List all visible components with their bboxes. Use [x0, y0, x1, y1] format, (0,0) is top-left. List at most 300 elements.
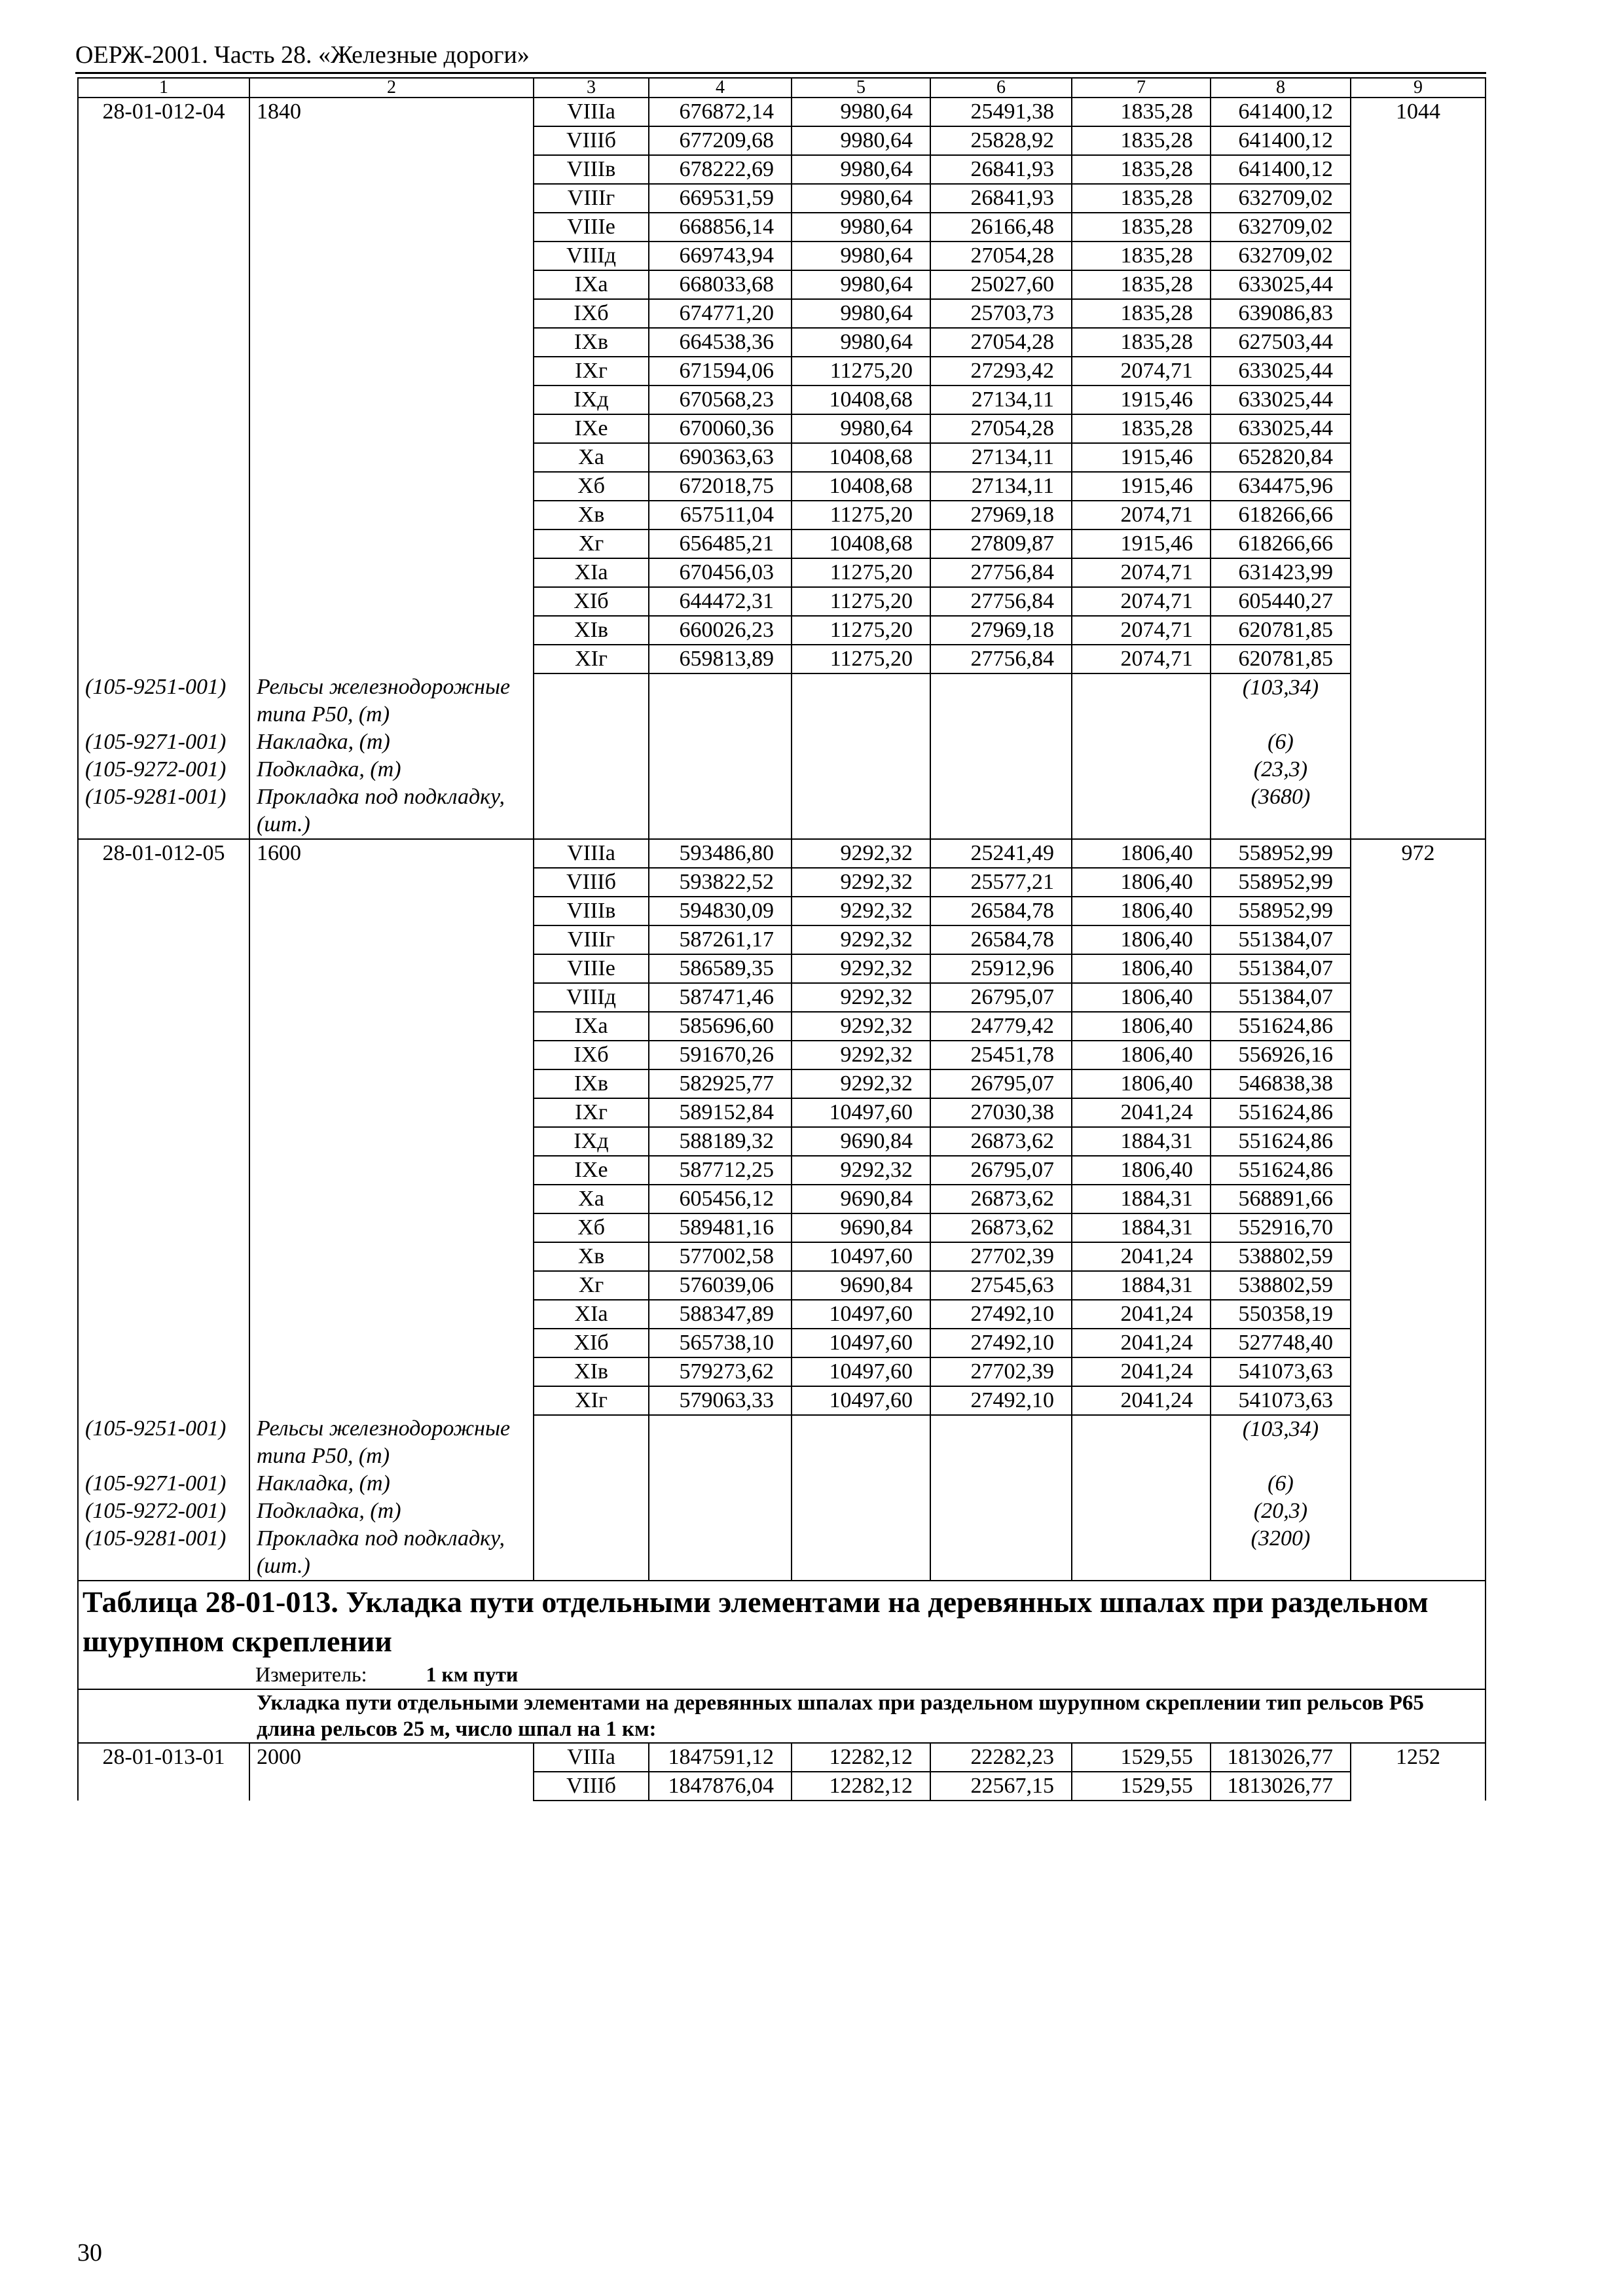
region-class: VIIIа	[534, 1743, 649, 1772]
cost-value: 582925,77	[649, 1069, 792, 1098]
column-number: 8	[1211, 78, 1351, 98]
cost-value: 1884,31	[1072, 1271, 1211, 1300]
cost-value: 9980,64	[792, 242, 930, 270]
cost-value: 568891,66	[1211, 1185, 1351, 1213]
cost-value: 627503,44	[1211, 328, 1351, 357]
cost-value: 641400,12	[1211, 126, 1351, 155]
cost-value: 1835,28	[1072, 126, 1211, 155]
cost-value: 587712,25	[649, 1156, 792, 1185]
empty-cell	[792, 756, 930, 783]
cost-value: 26873,62	[930, 1213, 1072, 1242]
cost-value: 1835,28	[1072, 155, 1211, 184]
cost-value: 27492,10	[930, 1329, 1072, 1357]
region-class: Xв	[534, 1242, 649, 1271]
column-number: 5	[792, 78, 930, 98]
cost-value: 1915,46	[1072, 443, 1211, 472]
cost-value: 1835,28	[1072, 98, 1211, 126]
column-number: 4	[649, 78, 792, 98]
material-row	[78, 756, 1486, 783]
material-name: Подкладка, (т)	[249, 756, 534, 783]
cost-value: 538802,59	[1211, 1271, 1351, 1300]
header-rule	[75, 72, 1486, 74]
rates-table	[77, 77, 1486, 1801]
cost-value: 9292,32	[792, 1156, 930, 1185]
cost-value: 9980,64	[792, 414, 930, 443]
cost-value: 25241,49	[930, 839, 1072, 868]
cost-value: 558952,99	[1211, 868, 1351, 897]
cost-value: 27756,84	[930, 558, 1072, 587]
cost-value: 10497,60	[792, 1300, 930, 1329]
region-class: VIIIе	[534, 954, 649, 983]
region-class: IXб	[534, 1041, 649, 1069]
cost-value: 1884,31	[1072, 1127, 1211, 1156]
cost-value: 9292,32	[792, 1041, 930, 1069]
cost-value: 1835,28	[1072, 328, 1211, 357]
empty-cell	[1072, 783, 1211, 839]
material-name: Подкладка, (т)	[249, 1498, 534, 1525]
region-class: Xб	[534, 1213, 649, 1242]
material-name: Рельсы железнодорожные типа Р50, (т)	[249, 1415, 534, 1470]
cost-value: 618266,66	[1211, 529, 1351, 558]
empty-cell	[534, 1470, 649, 1498]
empty-cell	[1072, 1470, 1211, 1498]
cost-value: 579273,62	[649, 1357, 792, 1386]
material-row	[78, 1525, 1486, 1581]
cost-value: 668856,14	[649, 213, 792, 242]
region-class: VIIIе	[534, 213, 649, 242]
cost-value: 552916,70	[1211, 1213, 1351, 1242]
cost-value: 678222,69	[649, 155, 792, 184]
cost-value: 1806,40	[1072, 1069, 1211, 1098]
region-class: VIIIб	[534, 126, 649, 155]
cost-value: 1847876,04	[649, 1772, 792, 1801]
column-number-row	[78, 78, 1486, 98]
cost-value: 22282,23	[930, 1743, 1072, 1772]
cost-value: 668033,68	[649, 270, 792, 299]
cost-value: 620781,85	[1211, 645, 1351, 673]
cost-value: 27134,11	[930, 472, 1072, 501]
cost-value: 2074,71	[1072, 357, 1211, 386]
cost-value: 2074,71	[1072, 616, 1211, 645]
cost-value: 2041,24	[1072, 1357, 1211, 1386]
cost-value: 26584,78	[930, 897, 1072, 925]
labor-value: 1044	[1351, 98, 1486, 839]
material-quantity: (20,3)	[1211, 1498, 1351, 1525]
cost-value: 551384,07	[1211, 925, 1351, 954]
region-class: IXа	[534, 270, 649, 299]
cost-value: 1806,40	[1072, 925, 1211, 954]
cost-value: 593486,80	[649, 839, 792, 868]
section-heading-row	[78, 1689, 1486, 1743]
cost-value: 26841,93	[930, 155, 1072, 184]
cost-value: 551384,07	[1211, 983, 1351, 1012]
table-row	[78, 839, 1486, 868]
material-code: (105-9272-001)	[78, 756, 249, 783]
cost-value: 9292,32	[792, 925, 930, 954]
empty-cell	[534, 728, 649, 756]
material-quantity: (6)	[1211, 728, 1351, 756]
cost-value: 27756,84	[930, 645, 1072, 673]
material-quantity: (6)	[1211, 1470, 1351, 1498]
empty-cell	[649, 1415, 792, 1470]
cost-value: 27809,87	[930, 529, 1072, 558]
cost-value: 25577,21	[930, 868, 1072, 897]
cost-value: 669743,94	[649, 242, 792, 270]
cost-value: 1529,55	[1072, 1772, 1211, 1801]
cost-value: 618266,66	[1211, 501, 1351, 529]
cost-value: 27054,28	[930, 242, 1072, 270]
cost-value: 10497,60	[792, 1242, 930, 1271]
cost-value: 25027,60	[930, 270, 1072, 299]
empty-cell	[534, 673, 649, 728]
labor-value: 972	[1351, 839, 1486, 1581]
cost-value: 10408,68	[792, 529, 930, 558]
cost-value: 674771,20	[649, 299, 792, 328]
cost-value: 2041,24	[1072, 1386, 1211, 1415]
cost-value: 657511,04	[649, 501, 792, 529]
empty-cell	[792, 1498, 930, 1525]
region-class: Xб	[534, 472, 649, 501]
empty-cell	[792, 1470, 930, 1498]
cost-value: 26166,48	[930, 213, 1072, 242]
labor-value: 1252	[1351, 1743, 1486, 1801]
material-row	[78, 1470, 1486, 1498]
cost-value: 27054,28	[930, 414, 1072, 443]
cost-value: 12282,12	[792, 1743, 930, 1772]
cost-value: 670456,03	[649, 558, 792, 587]
rate-code: 28-01-012-04	[78, 98, 249, 673]
empty-cell	[930, 756, 1072, 783]
cost-value: 24779,42	[930, 1012, 1072, 1041]
material-name: Накладка, (т)	[249, 728, 534, 756]
region-class: Xв	[534, 501, 649, 529]
cost-value: 551624,86	[1211, 1156, 1351, 1185]
cost-value: 26873,62	[930, 1127, 1072, 1156]
cost-value: 1884,31	[1072, 1213, 1211, 1242]
cost-value: 605456,12	[649, 1185, 792, 1213]
cost-value: 1806,40	[1072, 897, 1211, 925]
cost-value: 10497,60	[792, 1386, 930, 1415]
cost-value: 576039,06	[649, 1271, 792, 1300]
material-code: (105-9271-001)	[78, 728, 249, 756]
cost-value: 9980,64	[792, 299, 930, 328]
cost-value: 26795,07	[930, 1069, 1072, 1098]
cost-value: 9980,64	[792, 184, 930, 213]
cost-value: 593822,52	[649, 868, 792, 897]
cost-value: 27492,10	[930, 1386, 1072, 1415]
column-number: 1	[78, 78, 249, 98]
region-class: IXв	[534, 1069, 649, 1098]
cost-value: 1806,40	[1072, 868, 1211, 897]
material-quantity: (23,3)	[1211, 756, 1351, 783]
cost-value: 11275,20	[792, 587, 930, 616]
cost-value: 26795,07	[930, 1156, 1072, 1185]
empty-cell	[1072, 756, 1211, 783]
material-row	[78, 1415, 1486, 1470]
cost-value: 588189,32	[649, 1127, 792, 1156]
cost-value: 1806,40	[1072, 1012, 1211, 1041]
cost-value: 1835,28	[1072, 299, 1211, 328]
empty-cell	[649, 673, 792, 728]
cost-value: 589152,84	[649, 1098, 792, 1127]
cost-value: 587261,17	[649, 925, 792, 954]
cost-value: 620781,85	[1211, 616, 1351, 645]
cost-value: 565738,10	[649, 1329, 792, 1357]
material-quantity: (3200)	[1211, 1525, 1351, 1581]
cost-value: 664538,36	[649, 328, 792, 357]
cost-value: 670568,23	[649, 386, 792, 414]
cost-value: 11275,20	[792, 616, 930, 645]
cost-value: 27134,11	[930, 386, 1072, 414]
empty-cell	[1072, 1415, 1211, 1470]
cost-value: 541073,63	[1211, 1357, 1351, 1386]
cost-value: 652820,84	[1211, 443, 1351, 472]
cost-value: 644472,31	[649, 587, 792, 616]
cost-value: 2074,71	[1072, 587, 1211, 616]
material-quantity: (103,34)	[1211, 1415, 1351, 1470]
cost-value: 631423,99	[1211, 558, 1351, 587]
cost-value: 586589,35	[649, 954, 792, 983]
column-number: 6	[930, 78, 1072, 98]
table-row	[78, 1743, 1486, 1772]
cost-value: 27492,10	[930, 1300, 1072, 1329]
region-class: VIIIв	[534, 155, 649, 184]
cost-value: 1915,46	[1072, 472, 1211, 501]
cost-value: 670060,36	[649, 414, 792, 443]
cost-value: 577002,58	[649, 1242, 792, 1271]
cost-value: 27969,18	[930, 616, 1072, 645]
cost-value: 551624,86	[1211, 1012, 1351, 1041]
region-class: VIIIг	[534, 184, 649, 213]
sleeper-count: 1840	[249, 98, 534, 673]
material-quantity: (103,34)	[1211, 673, 1351, 728]
cost-value: 632709,02	[1211, 242, 1351, 270]
empty-cell	[649, 756, 792, 783]
cost-value: 2074,71	[1072, 558, 1211, 587]
cost-value: 541073,63	[1211, 1386, 1351, 1415]
region-class: XIа	[534, 558, 649, 587]
empty-cell	[1072, 673, 1211, 728]
cost-value: 9980,64	[792, 155, 930, 184]
cost-value: 656485,21	[649, 529, 792, 558]
cost-value: 12282,12	[792, 1772, 930, 1801]
material-quantity: (3680)	[1211, 783, 1351, 839]
cost-value: 26584,78	[930, 925, 1072, 954]
empty-cell	[649, 728, 792, 756]
empty-cell	[792, 673, 930, 728]
empty-cell	[930, 728, 1072, 756]
cost-value: 633025,44	[1211, 386, 1351, 414]
cost-value: 1835,28	[1072, 270, 1211, 299]
cost-value: 659813,89	[649, 645, 792, 673]
cost-value: 639086,83	[1211, 299, 1351, 328]
cost-value: 1806,40	[1072, 839, 1211, 868]
cost-value: 1847591,12	[649, 1743, 792, 1772]
empty-cell	[534, 1415, 649, 1470]
table-title-row	[78, 1581, 1486, 1689]
region-class: VIIIд	[534, 242, 649, 270]
cost-value: 2074,71	[1072, 645, 1211, 673]
empty-cell	[792, 1415, 930, 1470]
region-class: XIа	[534, 1300, 649, 1329]
empty-cell	[930, 783, 1072, 839]
cost-value: 1835,28	[1072, 213, 1211, 242]
cost-value: 25828,92	[930, 126, 1072, 155]
cost-value: 9292,32	[792, 868, 930, 897]
material-code: (105-9281-001)	[78, 783, 249, 839]
cost-value: 1884,31	[1072, 1185, 1211, 1213]
material-code: (105-9251-001)	[78, 1415, 249, 1470]
column-number: 7	[1072, 78, 1211, 98]
cost-value: 1806,40	[1072, 1041, 1211, 1069]
cost-value: 585696,60	[649, 1012, 792, 1041]
empty-cell	[930, 1415, 1072, 1470]
cost-value: 633025,44	[1211, 414, 1351, 443]
cost-value: 22567,15	[930, 1772, 1072, 1801]
cost-value: 26873,62	[930, 1185, 1072, 1213]
region-class: VIIIа	[534, 98, 649, 126]
empty-cell	[649, 1498, 792, 1525]
region-class: IXг	[534, 357, 649, 386]
region-class: IXв	[534, 328, 649, 357]
table-row	[78, 98, 1486, 126]
cost-value: 1529,55	[1072, 1743, 1211, 1772]
cost-value: 546838,38	[1211, 1069, 1351, 1098]
cost-value: 633025,44	[1211, 270, 1351, 299]
cost-value: 26795,07	[930, 983, 1072, 1012]
cost-value: 1835,28	[1072, 184, 1211, 213]
material-code: (105-9271-001)	[78, 1470, 249, 1498]
cost-value: 25912,96	[930, 954, 1072, 983]
page-number: 30	[77, 2239, 102, 2267]
cost-value: 9292,32	[792, 897, 930, 925]
cost-value: 641400,12	[1211, 155, 1351, 184]
empty-cell	[792, 728, 930, 756]
cost-value: 594830,09	[649, 897, 792, 925]
empty-cell	[649, 783, 792, 839]
measure-label: Измеритель:	[255, 1662, 367, 1686]
cost-value: 11275,20	[792, 645, 930, 673]
cost-value: 27030,38	[930, 1098, 1072, 1127]
cost-value: 10497,60	[792, 1098, 930, 1127]
cost-value: 27756,84	[930, 587, 1072, 616]
section-heading: Укладка пути отдельными элементами на деревянных шпалах при раздельном шурупном скреплении тип рельсов Р65 длина рельсов 25 м, число шпал на 1 км:	[78, 1689, 1486, 1743]
cost-value: 591670,26	[649, 1041, 792, 1069]
cost-value: 25491,38	[930, 98, 1072, 126]
material-row	[78, 673, 1486, 728]
region-class: XIб	[534, 1329, 649, 1357]
cost-value: 27054,28	[930, 328, 1072, 357]
material-code: (105-9251-001)	[78, 673, 249, 728]
cost-value: 632709,02	[1211, 213, 1351, 242]
material-name: Прокладка под подкладку, (шт.)	[249, 783, 534, 839]
column-number: 9	[1351, 78, 1486, 98]
cost-value: 660026,23	[649, 616, 792, 645]
cost-value: 538802,59	[1211, 1242, 1351, 1271]
cost-value: 587471,46	[649, 983, 792, 1012]
cost-value: 9292,32	[792, 954, 930, 983]
cost-value: 2041,24	[1072, 1329, 1211, 1357]
empty-cell	[534, 756, 649, 783]
table-body	[78, 78, 1486, 1801]
cost-value: 1915,46	[1072, 529, 1211, 558]
cost-value: 633025,44	[1211, 357, 1351, 386]
region-class: VIIIд	[534, 983, 649, 1012]
cost-value: 9980,64	[792, 98, 930, 126]
cost-value: 10408,68	[792, 443, 930, 472]
cost-value: 1806,40	[1072, 954, 1211, 983]
cost-value: 9980,64	[792, 328, 930, 357]
region-class: XIв	[534, 616, 649, 645]
cost-value: 11275,20	[792, 357, 930, 386]
cost-value: 605440,27	[1211, 587, 1351, 616]
cost-value: 634475,96	[1211, 472, 1351, 501]
region-class: IXд	[534, 386, 649, 414]
region-class: IXд	[534, 1127, 649, 1156]
empty-cell	[649, 1470, 792, 1498]
cost-value: 9690,84	[792, 1185, 930, 1213]
region-class: Xа	[534, 1185, 649, 1213]
region-class: Xг	[534, 529, 649, 558]
cost-value: 9292,32	[792, 839, 930, 868]
material-code: (105-9272-001)	[78, 1498, 249, 1525]
cost-value: 579063,33	[649, 1386, 792, 1415]
column-number: 3	[534, 78, 649, 98]
region-class: XIб	[534, 587, 649, 616]
region-class: VIIIг	[534, 925, 649, 954]
cost-value: 588347,89	[649, 1300, 792, 1329]
material-code: (105-9281-001)	[78, 1525, 249, 1581]
table-title-text: Таблица 28-01-013. Укладка пути отдельными элементами на деревянных шпалах при раздельном шурупном скреплении	[82, 1585, 1429, 1658]
cost-value: 10408,68	[792, 472, 930, 501]
cost-value: 2041,24	[1072, 1300, 1211, 1329]
cost-value: 25703,73	[930, 299, 1072, 328]
cost-value: 1915,46	[1072, 386, 1211, 414]
cost-value: 2074,71	[1072, 501, 1211, 529]
cost-value: 551624,86	[1211, 1127, 1351, 1156]
empty-cell	[1072, 728, 1211, 756]
cost-value: 9690,84	[792, 1127, 930, 1156]
cost-value: 556926,16	[1211, 1041, 1351, 1069]
region-class: XIг	[534, 645, 649, 673]
cost-value: 9690,84	[792, 1271, 930, 1300]
empty-cell	[1072, 1525, 1211, 1581]
cost-value: 551624,86	[1211, 1098, 1351, 1127]
cost-value: 27293,42	[930, 357, 1072, 386]
cost-value: 27702,39	[930, 1242, 1072, 1271]
empty-cell	[1072, 1498, 1211, 1525]
material-row	[78, 728, 1486, 756]
region-class: IXе	[534, 414, 649, 443]
region-class: VIIIв	[534, 897, 649, 925]
empty-cell	[534, 1525, 649, 1581]
empty-cell	[930, 673, 1072, 728]
cost-value: 558952,99	[1211, 897, 1351, 925]
cost-value: 9980,64	[792, 126, 930, 155]
cost-value: 641400,12	[1211, 98, 1351, 126]
rate-code: 28-01-013-01	[78, 1743, 249, 1801]
region-class: VIIIа	[534, 839, 649, 868]
cost-value: 672018,75	[649, 472, 792, 501]
cost-value: 558952,99	[1211, 839, 1351, 868]
cost-value: 26841,93	[930, 184, 1072, 213]
cost-value: 27969,18	[930, 501, 1072, 529]
cost-value: 10497,60	[792, 1357, 930, 1386]
empty-cell	[534, 783, 649, 839]
empty-cell	[649, 1525, 792, 1581]
cost-value: 527748,40	[1211, 1329, 1351, 1357]
region-class: IXа	[534, 1012, 649, 1041]
